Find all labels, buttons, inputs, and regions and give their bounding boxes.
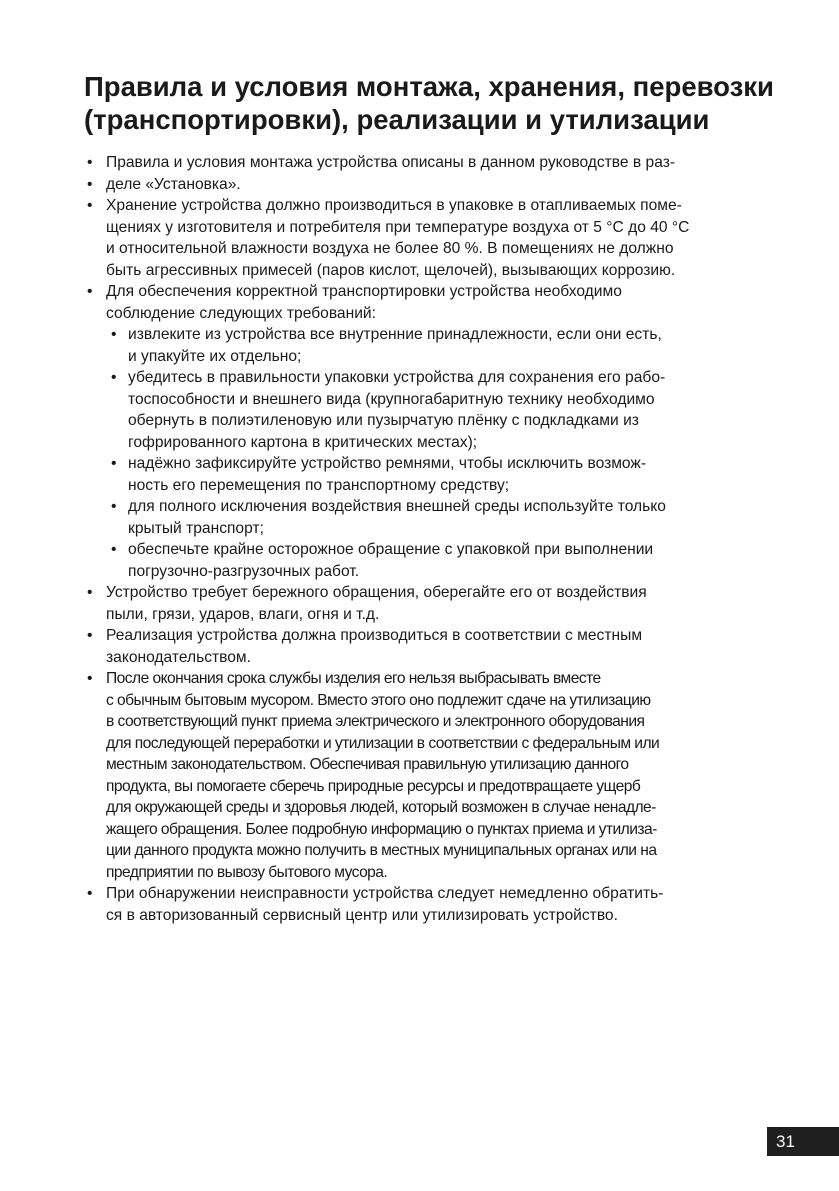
- sub-list-item: [106, 453, 784, 496]
- list-item: [84, 195, 784, 281]
- text-line: продукта, вы помогаете сберечь природные ресурсы и предотвращаете ущерб: [106, 777, 641, 795]
- text-line: • Для обеспечения корректной транспортировки устройства необходимо: [106, 283, 622, 300]
- text-line: местным законодательством. Обеспечивая правильную утилизацию данного: [106, 756, 629, 773]
- text-line: для окружающей среды и здоровья людей, который возможен в случае ненадле-: [106, 799, 656, 816]
- text-line: в соответствующий пункт приема электрического и электронного оборудования: [106, 713, 645, 730]
- sub-list-item: [106, 539, 784, 582]
- list-item: [84, 152, 784, 174]
- text-line: ность его перемещения по транспортному средству;: [128, 476, 510, 494]
- text-line: • убедитесь в правильности упаковки устройства для сохранения его рабо-: [128, 369, 666, 386]
- text-line: ции данного продукта можно получить в местных муниципальных органах или на: [106, 842, 657, 859]
- text-line: • Правила и условия монтажа устройства описаны в данном руководстве в раз-: [106, 154, 676, 171]
- sub-list-item: [106, 496, 784, 539]
- text-line: погрузочно-разгрузочных работ.: [128, 562, 360, 580]
- text-line: законодательством.: [106, 648, 251, 666]
- list-item: [84, 625, 784, 668]
- text-line: с обычным бытовым мусором. Вместо этого оно подлежит сдаче на утилизацию: [106, 691, 651, 709]
- title-line: (транспортировки), реализации и утилизации: [84, 104, 710, 135]
- title-line: Правила и условия монтажа, хранения, перевозки: [84, 71, 774, 102]
- sub-bullet-list: [106, 324, 784, 582]
- list-item: [84, 281, 784, 582]
- text-line: тоспособности и внешнего вида (крупногабаритную технику необходимо: [128, 390, 655, 408]
- list-item: [84, 883, 784, 926]
- text-line: предприятии по вывозу бытового мусора.: [106, 863, 388, 881]
- text-line: пыли, грязи, ударов, влаги, огня и т.д.: [106, 605, 380, 623]
- text-line: • извлеките из устройства все внутренние принадлежности, если они есть,: [128, 326, 662, 343]
- text-line: и относительной влажности воздуха не более 80 %. В помещениях не должно: [106, 240, 674, 257]
- list-item: [84, 174, 784, 196]
- text-line: обернуть в полиэтиленовую или пузырчатую плёнку с подкладками из: [128, 412, 639, 429]
- text-line: • надёжно зафиксируйте устройство ремнями, чтобы исключить возмож-: [128, 455, 647, 472]
- document-body: [84, 152, 784, 926]
- text-line: • Хранение устройства должно производиться в упаковке в отапливаемых поме-: [106, 197, 682, 214]
- text-line: • для полного исключения воздействия внешней среды используйте только: [128, 498, 666, 515]
- text-line: • деле «Установка».: [106, 175, 241, 193]
- sub-list-item: [106, 367, 784, 453]
- text-line: для последующей переработки и утилизации в соответствии с федеральным или: [106, 734, 660, 752]
- text-line: крытый транспорт;: [128, 519, 264, 537]
- text-line: соблюдение следующих требований:: [106, 304, 376, 322]
- page-number: 31: [767, 1127, 839, 1156]
- text-line: • Реализация устройства должна производиться в соответствии с местным: [106, 627, 643, 644]
- text-line: гофрированного картона в критических местах);: [128, 433, 478, 451]
- list-item: [84, 582, 784, 625]
- text-line: • Устройство требует бережного обращения, оберегайте его от воздействия: [106, 584, 647, 601]
- text-line: щениях у изготовителя и потребителя при температуре воздуха от 5 °C до 40 °C: [106, 218, 690, 236]
- text-line: жащего обращения. Более подробную информацию о пунктах приема и утилиза-: [106, 820, 657, 838]
- text-line: • После окончания срока службы изделия его нельзя выбрасывать вместе: [106, 670, 601, 687]
- bullet-list: [84, 152, 784, 926]
- text-line: • обеспечьте крайне осторожное обращение с упаковкой при выполнении: [128, 541, 654, 558]
- page-title: [84, 70, 784, 136]
- sub-list-item: [106, 324, 784, 367]
- list-item: [84, 668, 784, 883]
- text-line: быть агрессивных примесей (паров кислот, щелочей), вызывающих коррозию.: [106, 261, 676, 279]
- text-line: и упакуйте их отдельно;: [128, 347, 302, 365]
- text-line: ся в авторизованный сервисный центр или утилизировать устройство.: [106, 906, 618, 924]
- text-line: • При обнаружении неисправности устройства следует немедленно обратить-: [106, 885, 664, 902]
